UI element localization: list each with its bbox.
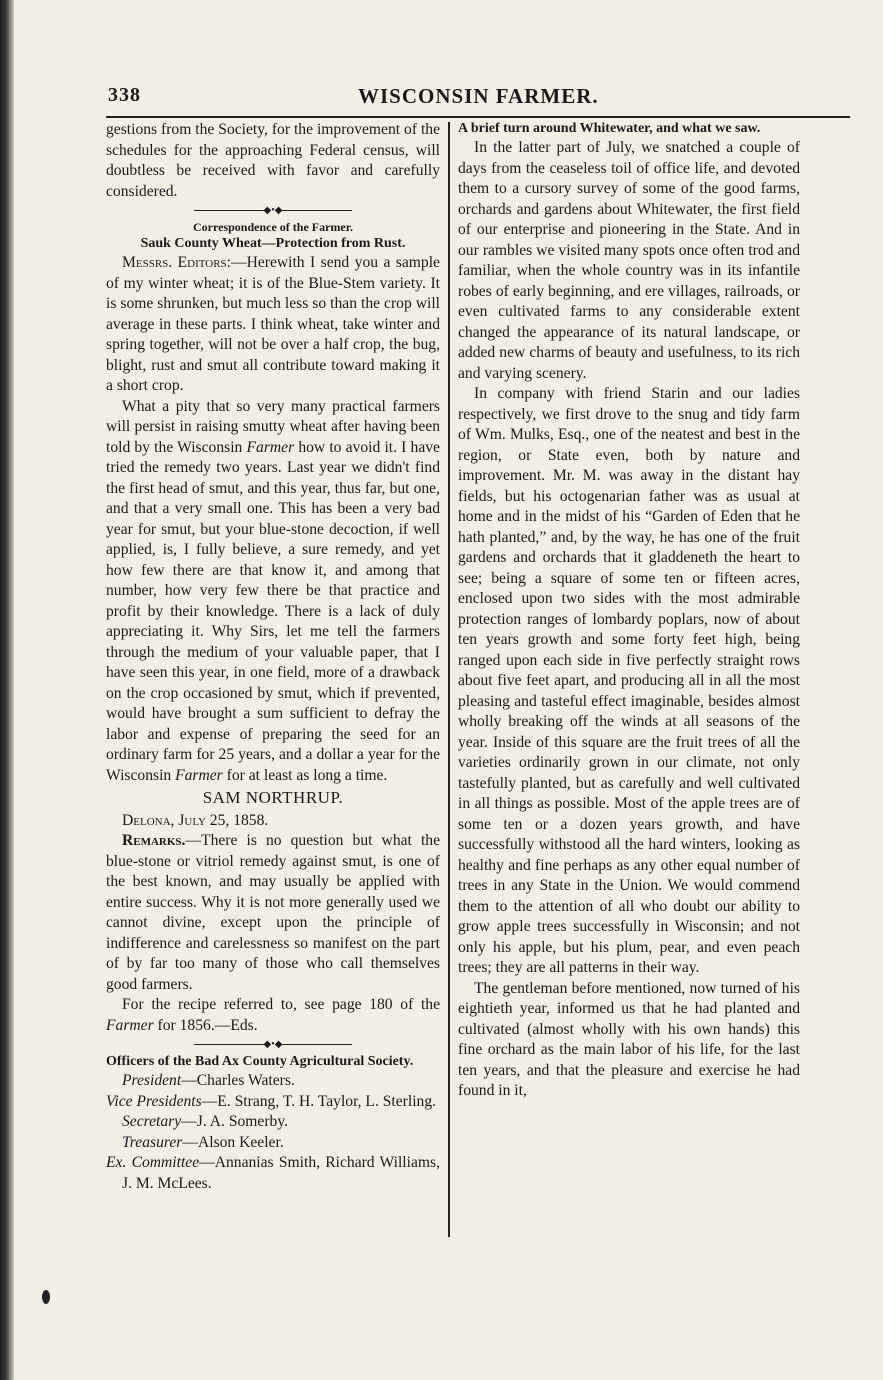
article-heading-whitewater: A brief turn around Whitewater, and what we saw. [458,121,761,136]
right-column [458,120,800,1102]
remarks-label: Remarks. [122,832,186,849]
remarks-paragraph: Remarks.—There is no question but what the blue-stone or vitriol remedy against smut, is one of the best known, and may usually be applied with entire success. Why it is not more generally used we cannot divine, except upon the principle of indifference and carelessness so manifest on the part of by far too many of those who call themselves good farmers. [106,832,440,993]
whitewater-paragraph-2: In company with friend Starin and our ladies respectively, we first drove to the snug and tidy farm of Wm. Mulks, Esq., one of the neatest and best in the region, or State even, both by nature and improvement. Mr. M. was away in the distant hay fields, but his octogenarian father was as usual at home and in the midst of his “Garden of Eden that he hath planted,” and, by the way, he has one of the fruit gardens and orchards that it gladdeneth the heart to see; being a square of some ten or fifteen acres, enclosed upon two sides with the most admirable protection ranges of lombardy poplars, now of about ten years growth and some forty feet high, being ranged upon each side in five perfectly straight rows about five feet apart, and producing all in all the most pleasing and tasteful effect imaginable, besides almost wholly breaking off the winds at all seasons of the year. Inside of this square are the fruit trees of all the varieties ordinarily grown in our climate, not only tastefully planted, but as carefully and well cultivated in all things as possible. Most of the apple trees are of some ten or a dozen years growth, and have successfully withstood all the hard winters, looking as healthy and fine perhaps as any other equal number of trees in any State in the Union. We would commend them to the attention of all who doubt our ability to grow apple trees successfully in Wisconsin; and not only his apple, but his plum, pear, and even peach trees; they are all patterns in their way. [458,385,800,976]
page-header [108,84,848,116]
column-divider [448,122,450,1237]
section-ornament: ◆•◆ [106,205,440,217]
letter-signature: SAM NORTHRUP. [202,788,344,807]
page-number: 338 [108,84,141,106]
officers-list [106,1071,440,1194]
header-rule [106,116,850,118]
officer-committee: Ex. Committee—Annanias Smith, Richard Williams, J. M. McLees. [106,1154,440,1192]
article-heading-sauk-wheat: Sauk County Wheat—Protection from Rust. [140,236,406,251]
officer-vice-presidents: Vice Presidents—E. Strang, T. H. Taylor, L. Sterling. [106,1092,437,1110]
page-edge-shadow [0,0,14,1380]
officer-president: President—Charles Waters. [122,1072,295,1089]
letter-paragraph-2: What a pity that so very many practical farmers will persist in raising smutty wheat after having been told by the Wisconsin Farmer how to avoid it. I have tried the remedy two years. Last year we didn't find the first head of smut, and this year, thus far, but one, and that a very small one. This has been a very bad year for smut, but your blue-stone decoction, if well applied, is, I fully believe, a sure remedy, and yet how few there are that know it, and among that number, how very few there be that practice and profit by their knowledge. There is a lack of duly appreciating it. Why Sirs, let me tell the farmers through the medium of your valuable paper, that I have seen this year, in one field, more of a drawback on the crop occasioned by smut, which if prevented, would have brought a sum sufficient to defray the labor and expense of preparing the seed for an ordinary farm for 25 years, and a dollar a year for the Wisconsin Farmer for at least as long a time. [106,397,440,784]
whitewater-paragraph-1: In the latter part of July, we snatched a couple of days from the ceaseless toil of office life, and devoted them to a cursory survey of some of the good farms, orchards and gardens about Whitewater, the first field of our enterprise and pioneering in the State. And in our rambles we visited many spots once often trod and familiar, when the whole country was in its infantile robes of early beginning, and ere villages, railroads, or even cultivated farms to any considerable extent changed the appearance of its natural landscape, or added new charms of beauty and usefulness, to its rich and varying scenery. [458,139,800,382]
article-heading-officers: Officers of the Bad Ax County Agricultural Society. [106,1054,414,1069]
salutation: Messrs. Editors: [122,254,231,271]
whitewater-paragraph-3: The gentleman before mentioned, now turned of his eightieth year, informed us that he had planted and cultivated (almost wholly with his own hands) this fine orchard as the main labor of his life, for the last ten years, and that the pleasure and exercise he had found in it, [458,979,800,1099]
left-column [106,120,440,1194]
recipe-note: For the recipe referred to, see page 180 of the Farmer for 1856.—Eds. [106,996,440,1034]
officer-secretary: Secretary—J. A. Somerby. [122,1113,289,1130]
running-title: WISCONSIN FARMER. [358,84,599,108]
letter-paragraph-1: Messrs. Editors:—Herewith I send you a sample of my winter wheat; it is of the Blue-Stem variety. It is some shrunken, but much less so than the crop will average in these parts. I think wheat, take winter and spring together, will not be over a half crop, the bug, blight, rust and smut all contribute toward making it a short crop. [106,254,440,394]
intro-paragraph: gestions from the Society, for the improvement of the schedules for the approaching Federal census, will doubtless be received with favor and carefully considered. [106,121,440,200]
letter-dateline: Delona, July 25, 1858. [122,811,269,829]
ink-smudge [42,1290,50,1304]
officer-treasurer: Treasurer—Alson Keeler. [122,1133,284,1151]
section-ornament-2: ◆•◆ [106,1039,440,1051]
correspondence-label: Correspondence of the Farmer. [193,220,353,234]
